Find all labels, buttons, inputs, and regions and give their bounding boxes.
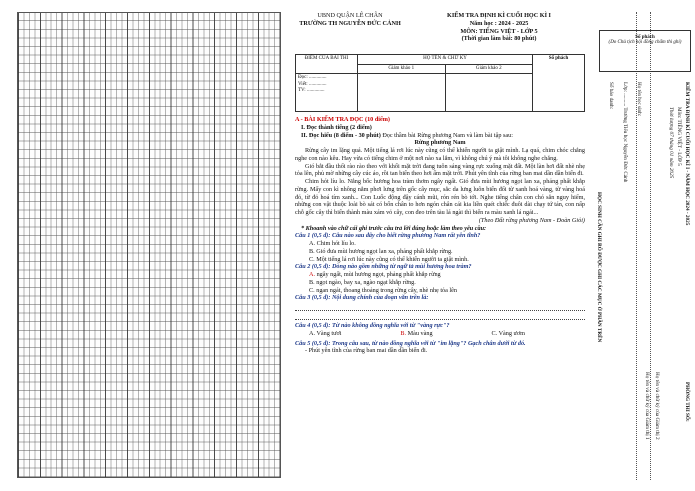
option-2b[interactable]: B. ngọt ngào, bay xa, ngào ngạt khắp rừng. [309, 278, 416, 286]
subject: MÔN: TIẾNG VIỆT - LỚP 5 [460, 27, 538, 35]
exam-header [413, 12, 585, 43]
option-4c[interactable]: C. Vàng ươm [491, 329, 525, 337]
story-paragraph-3: Chim hót líu lo. Nắng bốc hương hoa tràm thơm ngây ngất. Gió đưa mùi hương ngọt lan xa, phảng phất khắp rừng. Mấy con kì nhông nằm phơi lưng trên gốc cây mục, sắc da lưng luôn biến đổi từ xanh hoá vàng, từ vàng hoá đỏ, từ đỏ hoá tím xanh... Con Luốc động đậy cánh mũi, rón rén bò tới. Nghe tiếng chân con chó săn nguy hiểm, những con vật thuộc loài bò sát có bốn chân to hơn ngón chân cái kia liền quét chiếc đuôi dài chạy tứ tán, con nấp chỗ gốc cây thì biến thành màu xám vỏ cây, con đeo trên tàu lá ngài thì biến ra màu xanh lá ngái... [295, 178, 585, 216]
question-1: Câu 1 (0,5 đ): Câu nào sau đây cho biết rừng phương Nam rất yên tĩnh? [295, 232, 481, 240]
score-fields[interactable]: Đọc: .............. Viết: .............. TV: .............. [296, 74, 358, 112]
school-year: Năm học : 2024 - 2025 [469, 19, 529, 27]
question-3: Câu 3 (0,5 đ): Nội dung chính của đoạn văn trên là: [295, 294, 429, 302]
score-reading-label: Đọc: [298, 75, 308, 81]
strip-instruction: HỌC SINH CẦN GHI RÕ ĐƯỢC GHI CÁC MỤC Ở PHẦN TRÊN [596, 192, 602, 343]
exam-time: (Thời gian làm bài: 80 phút) [461, 35, 537, 43]
answer-line[interactable] [295, 304, 585, 311]
examiner-2: Giám khảo 2 [445, 65, 533, 74]
strip-class-school[interactable]: Lớp: .......... Trường Tiểu học Nguyễn Đức Cảnh [622, 82, 628, 183]
story-source: (Theo Đất rừng phương Nam - Đoàn Giỏi) [478, 216, 585, 224]
serial-header: Số phách [533, 55, 585, 112]
score-total-label: TV: [298, 87, 306, 93]
student-info-strip [590, 12, 694, 480]
option-2c[interactable]: C. ngan ngát, thoang thoảng trong rừng cây, nhè nhẹ tỏa lên [309, 286, 457, 294]
option-2a[interactable]: A. ngây ngất, mùi hương ngọt, phảng phất khắp rừng [309, 271, 441, 278]
district-name: UBND QUẬN LÊ CHÂN [317, 12, 383, 19]
answer-line[interactable] [295, 313, 585, 320]
question-5-sentence: - Phút yên tĩnh của rừng ban mai dần dần biến đi. [305, 347, 428, 355]
exam-title: KIỂM TRA ĐỊNH KÌ CUỐI HỌC KÌ I [447, 12, 551, 19]
question-4-options [295, 330, 525, 338]
instruction: * Khoanh vào chữ cái ghi trước câu trả lời đúng hoặc làm theo yêu cầu: [301, 224, 487, 232]
serial-box [599, 30, 691, 72]
dotted-divider [650, 12, 651, 480]
question-2-options [295, 271, 585, 294]
option-4a[interactable]: A. Vàng tươi [309, 329, 342, 337]
question-1-options [295, 240, 585, 263]
examiner-1-signature[interactable] [358, 74, 446, 112]
question-2: Câu 2 (0,5 đ): Dòng nào gồm những từ ngữ tả mùi hương hoa tràm? [295, 263, 472, 271]
strip-candidate-number[interactable]: Số báo danh: [608, 82, 614, 110]
score-writing-label: Viết: [298, 81, 308, 87]
answer-grid-paper [17, 12, 281, 478]
examiners-header: HỌ TÊN & CHỮ KÝ [358, 55, 533, 65]
strip-student-name[interactable]: Họ tên học sinh: [636, 82, 642, 117]
school-header [295, 12, 405, 28]
score-header: ĐIỂM CỦA BÀI THI [296, 55, 358, 74]
story-paragraph-1: Rừng cây im lặng quá. Một tiếng lá rơi lúc này cũng có thể khiến người ta giật mình. Lạ quá, chim chóc chẳng nghe con nào kêu. Hay vừa có tiếng chim ở một nơi nào xa lắm, vì không chú ý mà tôi không nghe chăng. [295, 147, 585, 162]
section-ii-title: II. Đọc hiểu (8 điểm - 30 phút) [301, 131, 381, 139]
exam-body [295, 116, 585, 355]
serial-box-title: Số phách [635, 35, 655, 40]
strip-proctor-1[interactable]: Họ tên và chữ ký của Giám thị 1 [644, 372, 650, 440]
option-1a[interactable]: A. Chim hót líu lo. [309, 240, 356, 247]
serial-box-note: (Do Chủ tịch hội đồng chấm thi ghi) [608, 40, 682, 45]
story-paragraph-2: Gió bắt đầu thổi rào rào theo với khối mặt trời đang tuôn sáng vàng rực xuống mặt đất. Một làn hơi đất nhè nhẹ tỏa lên, phủ mờ những cây cúc áo, rồi tan biến theo hơi ấm mặt trời. Phút yên tĩnh của rừng ban mai dần dần biến đi. [295, 162, 585, 178]
section-i-title: I. Đọc thành tiếng (2 điểm) [301, 123, 372, 131]
exam-document [295, 12, 585, 480]
option-1b[interactable]: B. Gió đưa mùi hương ngọt lan xa, phảng phất khắp rừng. [309, 247, 453, 255]
examiner-2-signature[interactable] [445, 74, 533, 112]
examiner-1: Giám khảo 1 [358, 65, 446, 74]
option-1c[interactable]: C. Một tiếng lá rơi lúc này cũng có thể khiến người ta giật mình. [309, 255, 469, 263]
strip-subject: Môn: TIẾNG VIỆT - LỚP 5 [676, 107, 682, 166]
section-ii-instruction: Đọc thầm bài Rừng phương Nam và làm bài tập sau: [382, 131, 513, 139]
score-table [295, 54, 585, 112]
question-5: Câu 5 (0,5 đ): Trong câu sau, từ nào đồng nghĩa với từ "im lặng"? Gạch chân dưới từ đó. [295, 339, 526, 347]
question-4: Câu 4 (0,5 đ): Từ nào không đồng nghĩa với từ "vàng rực"? [295, 322, 450, 329]
school-name: TRƯỜNG TH NGUYỄN ĐỨC CẢNH [299, 19, 401, 27]
strip-room-number[interactable]: PHÒNG THI SỐ: [684, 382, 690, 422]
strip-exam-title: KIỂM TRA ĐỊNH KÌ CUỐI HỌC KÌ I - NĂM HỌC 2024 - 2025 [684, 82, 690, 226]
option-4b[interactable]: B. Màu vàng [400, 329, 433, 337]
story-title: Rừng phương Nam [414, 139, 466, 147]
section-a-title: A - BÀI KIỂM TRA ĐỌC (10 điểm) [295, 116, 390, 123]
strip-proctor-2[interactable]: Họ tên và chữ ký của Giám thị 2 [654, 372, 660, 440]
strip-date: Thời lượng 07 tháng 01 năm 2025 [668, 107, 674, 179]
